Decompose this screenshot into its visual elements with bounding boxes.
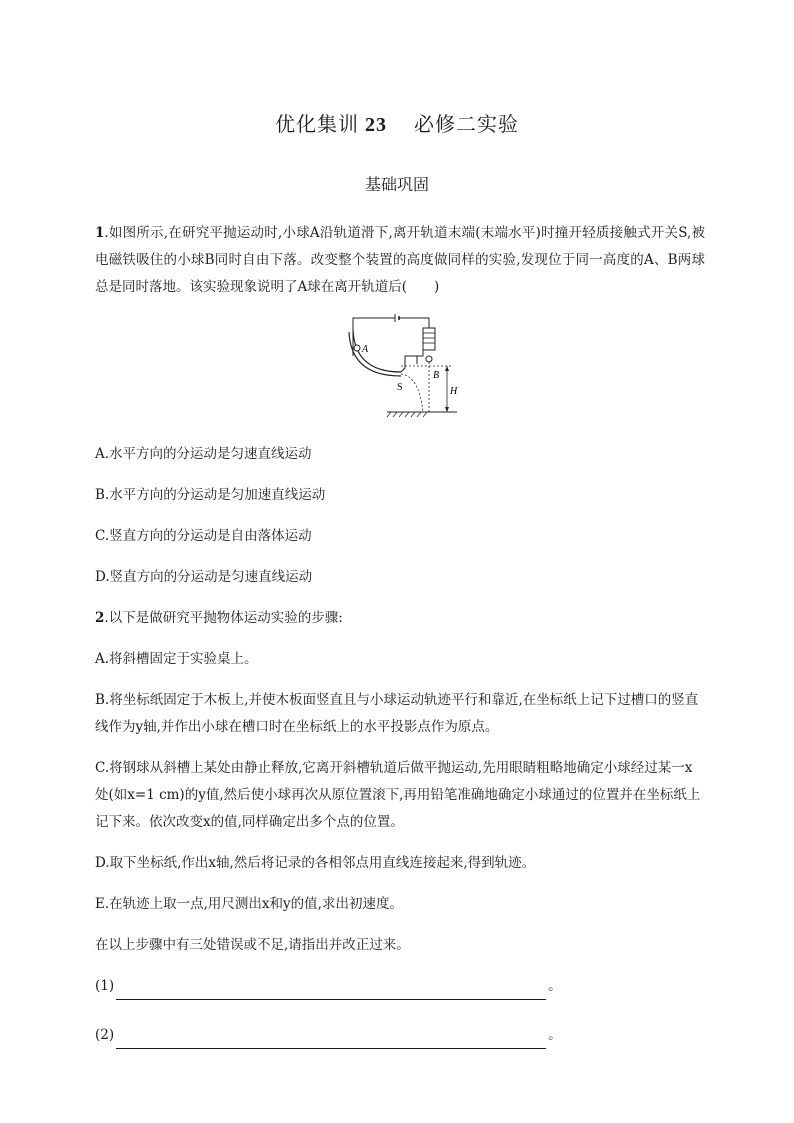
title-prefix: 优化集训	[275, 112, 359, 136]
answer-line-2	[95, 1022, 705, 1049]
question-1-stem	[95, 220, 705, 301]
answer-blank-1[interactable]	[116, 982, 546, 1000]
question-content	[95, 220, 705, 1049]
question-2-number: 2	[95, 610, 105, 626]
step-d: D.取下坐标纸,作出x轴,然后将记录的各相邻点用直线连接起来,得到轨迹。	[95, 855, 536, 871]
answer-label-1: (1)	[95, 978, 115, 994]
question-1-number: 1	[95, 225, 105, 241]
step-c: C.将钢球从斜槽上某处由静止释放,它离开斜槽轨道后做平抛运动,先用眼睛粗略地确定小球经过某一x处(如x=1 cm)的y值,然后使小球再次从原位置滚下,再用铅笔准确地确定小球通过的位置并在坐标纸上记下来。依次改变x的值,同样确定出多个点的位置。	[95, 760, 701, 830]
option-d: D.竖直方向的分运动是匀速直线运动	[95, 569, 313, 585]
label-s: S	[397, 382, 403, 393]
step-e: E.在轨迹上取一点,用尺测出x和y的值,求出初速度。	[95, 896, 403, 912]
answer-line-1	[95, 973, 705, 1000]
question-2-stem	[95, 605, 705, 632]
question-2-prompt: 在以上步骤中有三处错误或不足,请指出并改正过来。	[95, 937, 410, 953]
answer-end-2: 。	[548, 1027, 562, 1043]
answer-blank-2[interactable]	[116, 1031, 546, 1049]
apparatus-diagram	[335, 312, 465, 422]
answer-end-1: 。	[548, 978, 562, 994]
option-c: C.竖直方向的分运动是自由落体运动	[95, 528, 312, 544]
curved-track	[353, 330, 401, 372]
step-b: B.将坐标纸固定于木板上,并使木板面竖直且与小球运动轨迹平行和靠近,在坐标纸上记下过槽口的竖直线作为y轴,并作出小球在槽口时在坐标纸上的水平投影点作为原点。	[95, 692, 699, 735]
option-a: A.水平方向的分运动是匀速直线运动	[95, 446, 312, 462]
ball-b-icon	[426, 356, 432, 362]
title-number: 23	[365, 114, 387, 136]
section-heading: 基础巩固	[364, 175, 429, 194]
option-b: B.水平方向的分运动是匀加速直线运动	[95, 487, 326, 503]
question-1-text: .如图所示,在研究平抛运动时,小球A沿轨道滑下,离开轨道末端(末端水平)时撞开轻质接触式开关S,被电磁铁吸住的小球B同时自由下落。改变整个装置的高度做同样的实验,发现位于同一高度的A、B两球总是同时落地。该实验现象说明了A球在离开轨道后( )	[95, 225, 705, 295]
circuit-wire-right	[399, 318, 429, 328]
electromagnet-icon	[423, 328, 435, 350]
page-title	[0, 108, 794, 137]
ball-a-path	[401, 374, 423, 412]
title-suffix: 必修二实验	[414, 112, 519, 136]
label-h: H	[450, 386, 458, 397]
answer-label-2: (2)	[95, 1027, 115, 1043]
question-2-text: .以下是做研究平抛物体运动实验的步骤:	[104, 610, 343, 626]
ball-a-icon	[354, 345, 360, 351]
label-a: A	[362, 344, 369, 355]
experiment-figure	[95, 307, 705, 427]
label-b: B	[433, 370, 440, 381]
step-a: A.将斜槽固定于实验桌上。	[95, 651, 258, 667]
